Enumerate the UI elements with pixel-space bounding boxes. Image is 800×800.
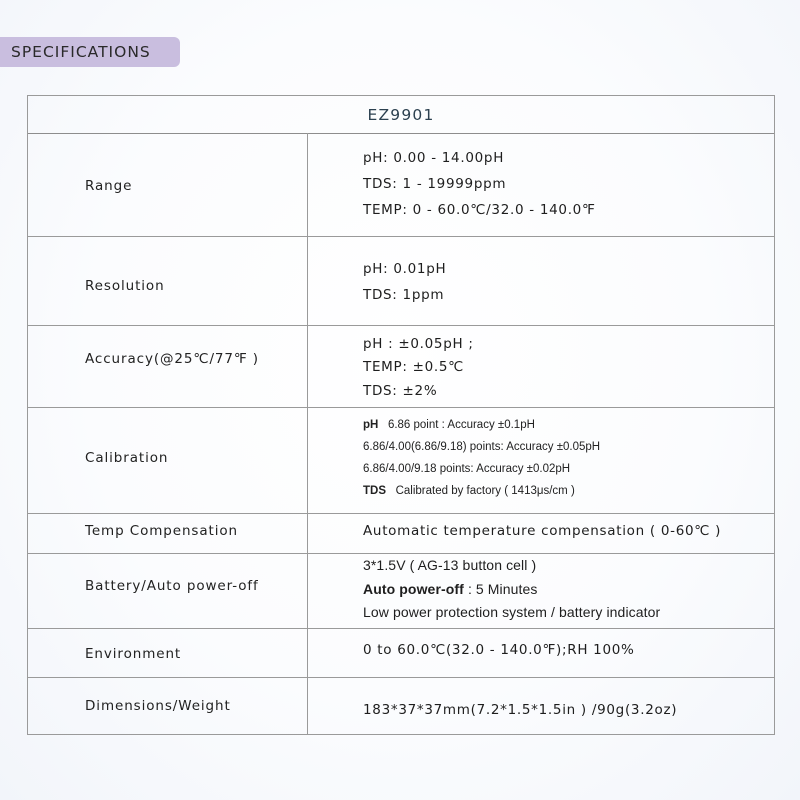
spec-value-text: : 5 Minutes (467, 581, 538, 597)
spec-value (363, 463, 570, 475)
spec-value: pH: 0.00 - 14.00pH (363, 150, 505, 166)
spec-row-dimensions (28, 678, 774, 734)
spec-value: pH : ±0.05pH ; (363, 336, 474, 352)
spec-value: 183*37*37mm(7.2*1.5*1.5in ) /90g(3.2oz) (363, 702, 678, 718)
model-header: EZ9901 (28, 96, 774, 134)
spec-row-accuracy (28, 326, 774, 408)
spec-value: 0 to 60.0℃(32.0 - 140.0℉);RH 100% (363, 642, 635, 658)
spec-value-text: 6.86/4.00/9.18 points: Accuracy ±0.02pH (363, 463, 571, 475)
spec-value: TEMP: ±0.5℃ (363, 359, 465, 375)
spec-value: Automatic temperature compensation ( 0-60℃ ) (363, 523, 722, 539)
spec-value-text: 6.86 point : Accuracy ±0.1pH (387, 419, 535, 431)
spec-row-calibration (28, 408, 774, 514)
section-title-banner: SPECIFICATIONS (0, 37, 180, 67)
spec-value: TDS: 1ppm (363, 287, 445, 303)
spec-label: Environment (85, 646, 182, 662)
specifications-table (27, 95, 775, 735)
spec-label: Range (85, 178, 133, 194)
spec-label: Calibration (85, 450, 169, 466)
spec-value-key: TDS (363, 485, 386, 497)
spec-label: Dimensions/Weight (85, 698, 231, 714)
spec-label: Temp Compensation (85, 523, 239, 539)
spec-row-battery (28, 554, 774, 629)
spec-value: pH: 0.01pH (363, 261, 447, 277)
spec-value-text: Calibrated by factory ( 1413μs/cm ) (395, 485, 575, 497)
spec-value: TEMP: 0 - 60.0℃/32.0 - 140.0℉ (363, 202, 596, 218)
spec-row-environment (28, 629, 774, 678)
spec-value: TDS: 1 - 19999ppm (363, 176, 507, 192)
spec-value (363, 419, 535, 431)
spec-value (363, 557, 536, 573)
spec-value (363, 485, 575, 497)
spec-value (363, 604, 660, 620)
spec-value: TDS: ±2% (363, 383, 438, 399)
spec-value-text: 3*1.5V ( AG-13 button cell ) (363, 557, 537, 573)
spec-row-resolution (28, 237, 774, 326)
spec-value (363, 441, 600, 453)
spec-label: Battery/Auto power-off (85, 578, 259, 594)
spec-label: Accuracy(@25℃/77℉ ) (85, 351, 259, 367)
spec-value-text: 6.86/4.00(6.86/9.18) points: Accuracy ±0.05pH (363, 441, 601, 453)
spec-value-key: Auto power-off (363, 581, 464, 597)
spec-row-range (28, 133, 774, 237)
spec-value (363, 581, 538, 597)
spec-value-text: Low power protection system / battery indicator (363, 604, 661, 620)
spec-value-key: pH (363, 419, 379, 431)
spec-row-temp-compensation (28, 514, 774, 554)
spec-label: Resolution (85, 278, 165, 294)
